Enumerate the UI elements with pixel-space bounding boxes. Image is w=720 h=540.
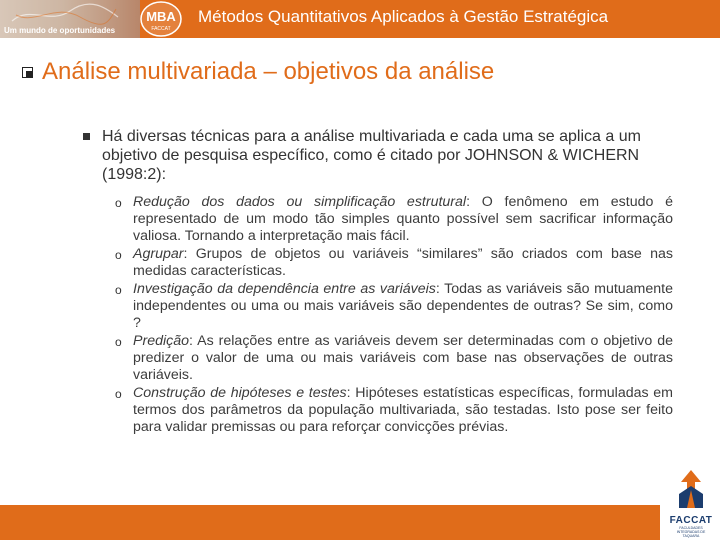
mba-logo-text: MBA xyxy=(146,9,176,24)
mba-logo xyxy=(140,1,182,37)
objectives-list xyxy=(113,194,673,437)
faccat-logo xyxy=(668,468,714,536)
item-text: : O fenômeno em estudo é representado de um modo tão simples quanto possível sem sacrificar informação valiosa. Tornando a interpretação mais fácil. xyxy=(133,194,673,244)
item-term: Construção de hipóteses e testes xyxy=(133,385,347,401)
list-item xyxy=(113,333,673,384)
list-item xyxy=(113,194,673,245)
list-item xyxy=(113,246,673,280)
circle-bullet-icon: o xyxy=(115,248,122,262)
item-term: Investigação da dependência entre as variáveis xyxy=(133,281,436,297)
square-bullet-icon xyxy=(83,133,90,140)
item-text: : As relações entre as variáveis devem ser determinadas com o objetivo de predizer o valor de uma ou mais variáveis com base nas observações de outras variáveis. xyxy=(133,333,673,383)
item-term: Agrupar xyxy=(133,246,184,262)
slide-heading: Análise multivariada – objetivos da análise xyxy=(42,58,495,85)
header-photo xyxy=(0,0,140,38)
list-item xyxy=(113,281,673,332)
item-text: : Todas as variáveis são mutuamente independentes ou uma ou mais variáveis são dependentes de outras? Se sim, como ? xyxy=(133,281,673,331)
item-text: : Grupos de objetos ou variáveis “similares” são criados com base nas medidas características. xyxy=(133,246,673,279)
list-item xyxy=(113,385,673,436)
decorative-swirl-icon xyxy=(10,3,120,27)
footer-bar xyxy=(0,505,660,540)
faccat-logo-text: FACCAT xyxy=(669,515,713,526)
item-text: : Hipóteses estatísticas específicas, formuladas em termos dos parâmetros da população multivariada, são testadas. Isto pose ser feito para validar premissas ou para reforçar convicções prévias. xyxy=(133,385,674,435)
faccat-logo-subtext: FACULDADES INTEGRADAS DE TAQUARA xyxy=(676,526,706,538)
faccat-emblem-icon xyxy=(671,468,711,510)
circle-bullet-icon: o xyxy=(115,335,122,349)
circle-bullet-icon: o xyxy=(115,387,122,401)
circle-bullet-icon: o xyxy=(115,283,122,297)
item-term: Predição xyxy=(133,333,189,349)
heading-bullet-icon xyxy=(22,67,33,78)
header-title: Métodos Quantitativos Aplicados à Gestão Estratégica xyxy=(198,7,609,26)
header-tagline: Um mundo de oportunidades xyxy=(4,26,116,35)
circle-bullet-icon: o xyxy=(115,196,122,210)
item-term: Redução dos dados ou simplificação estrutural xyxy=(133,194,467,210)
header-banner xyxy=(0,0,720,38)
intro-text: Há diversas técnicas para a análise multivariada e cada uma se aplica a um objetivo de pesquisa específico, como é citado por JOHNSON & WICHERN (1998:2): xyxy=(102,128,641,183)
mba-logo-subtext: FACCAT xyxy=(151,26,171,32)
